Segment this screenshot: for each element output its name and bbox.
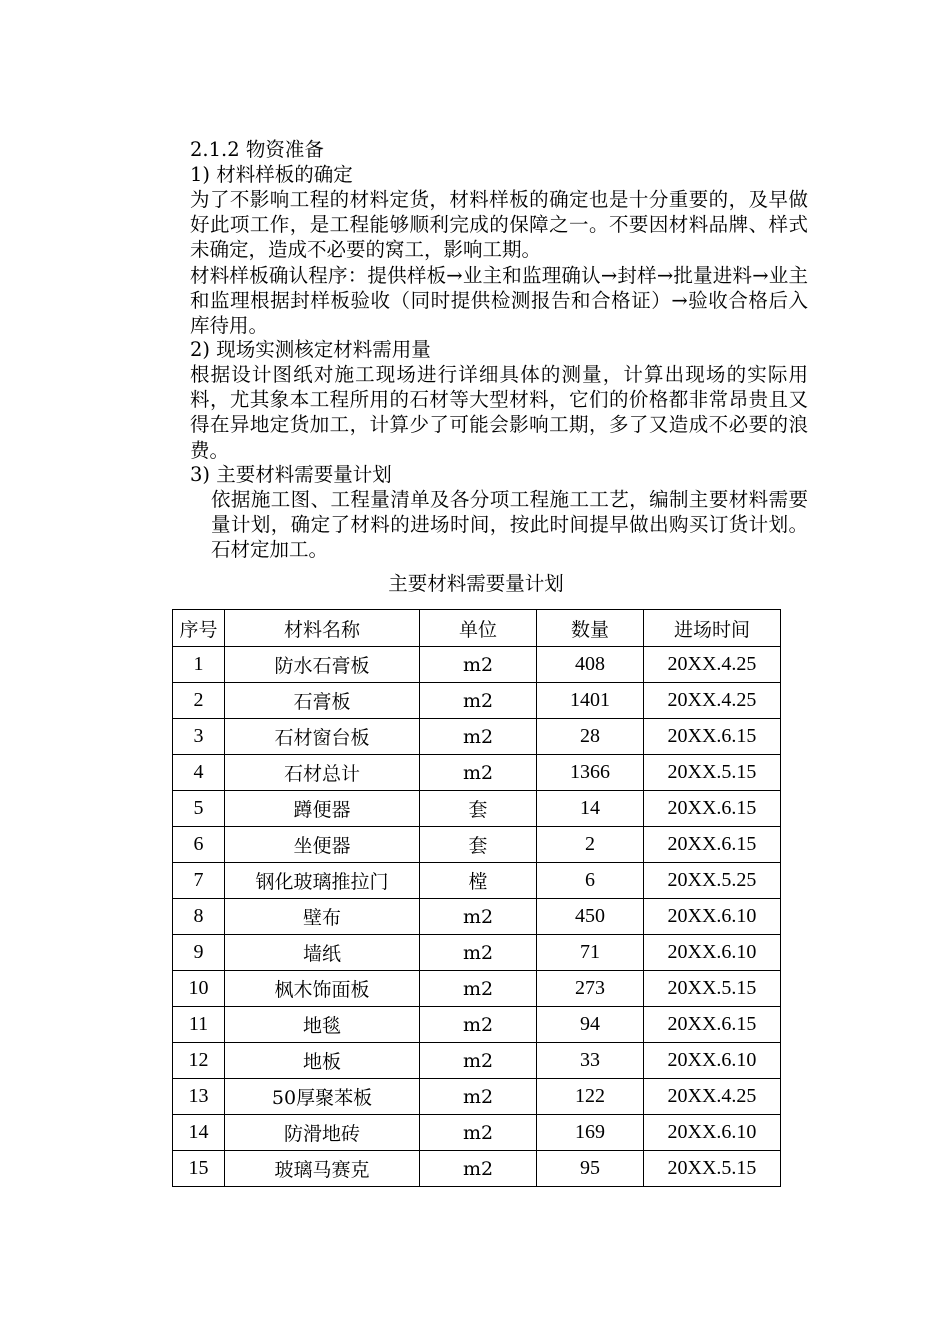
cell-arrival-date: 20XX.6.15 [644, 791, 781, 827]
header-arrival-date: 进场时间 [644, 610, 781, 647]
table-row [173, 647, 781, 683]
cell-material-name: 50厚聚苯板 [225, 1079, 420, 1115]
cell-arrival-date: 20XX.5.15 [644, 1151, 781, 1187]
cell-unit: 套 [420, 791, 537, 827]
cell-material-name: 枫木饰面板 [225, 971, 420, 1007]
header-quantity: 数量 [537, 610, 644, 647]
cell-arrival-date: 20XX.6.10 [644, 935, 781, 971]
table-row [173, 683, 781, 719]
table-row [173, 1007, 781, 1043]
cell-arrival-date: 20XX.4.25 [644, 683, 781, 719]
table-row [173, 1115, 781, 1151]
sub-heading-3: 3) 主要材料需要量计划 [190, 463, 392, 486]
table-row [173, 971, 781, 1007]
cell-quantity: 408 [537, 647, 644, 683]
cell-index: 9 [173, 935, 225, 971]
cell-unit: m2 [420, 1151, 537, 1187]
cell-index: 2 [173, 683, 225, 719]
cell-unit: m2 [420, 1079, 537, 1115]
cell-material-name: 防滑地砖 [225, 1115, 420, 1151]
table-row [173, 1079, 781, 1115]
header-unit: 单位 [420, 610, 537, 647]
cell-material-name: 地板 [225, 1043, 420, 1079]
cell-material-name: 钢化玻璃推拉门 [225, 863, 420, 899]
cell-arrival-date: 20XX.4.25 [644, 1079, 781, 1115]
cell-quantity: 2 [537, 827, 644, 863]
table-header-row [173, 610, 781, 647]
cell-unit: m2 [420, 935, 537, 971]
cell-arrival-date: 20XX.6.10 [644, 1043, 781, 1079]
cell-arrival-date: 20XX.4.25 [644, 647, 781, 683]
cell-arrival-date: 20XX.6.10 [644, 1115, 781, 1151]
cell-index: 1 [173, 647, 225, 683]
table-row [173, 827, 781, 863]
cell-arrival-date: 20XX.5.15 [644, 755, 781, 791]
cell-unit: m2 [420, 719, 537, 755]
cell-index: 13 [173, 1079, 225, 1115]
cell-quantity: 94 [537, 1007, 644, 1043]
table-row [173, 1043, 781, 1079]
sub3-paragraph-1: 依据施工图、工程量清单及各分项工程施工工艺，编制主要材料需要量计划，确定了材料的进场时间，按此时间提早做出购买订货计划。石材定加工。 [211, 488, 808, 562]
cell-index: 10 [173, 971, 225, 1007]
sub1-paragraph-2: 材料样板确认程序：提供样板→业主和监理确认→封样→批量进料→业主和监理根据封样板验收（同时提供检测报告和合格证）→验收合格后入库待用。 [190, 263, 808, 338]
cell-arrival-date: 20XX.6.15 [644, 719, 781, 755]
cell-quantity: 33 [537, 1043, 644, 1079]
table-row [173, 791, 781, 827]
sub-heading-2: 2) 现场实测核定材料需用量 [190, 338, 431, 361]
cell-unit: m2 [420, 1043, 537, 1079]
cell-index: 6 [173, 827, 225, 863]
cell-material-name: 坐便器 [225, 827, 420, 863]
cell-unit: m2 [420, 899, 537, 935]
cell-index: 5 [173, 791, 225, 827]
cell-index: 8 [173, 899, 225, 935]
cell-unit: 樘 [420, 863, 537, 899]
cell-quantity: 95 [537, 1151, 644, 1187]
cell-unit: m2 [420, 1007, 537, 1043]
table-body [173, 647, 781, 1187]
sub-heading-1: 1) 材料样板的确定 [190, 163, 353, 186]
cell-unit: m2 [420, 647, 537, 683]
cell-material-name: 蹲便器 [225, 791, 420, 827]
cell-quantity: 71 [537, 935, 644, 971]
cell-quantity: 273 [537, 971, 644, 1007]
cell-material-name: 石材窗台板 [225, 719, 420, 755]
sub2-body [148, 362, 808, 463]
cell-quantity: 1401 [537, 683, 644, 719]
cell-arrival-date: 20XX.5.15 [644, 971, 781, 1007]
table-row [173, 899, 781, 935]
cell-arrival-date: 20XX.5.25 [644, 863, 781, 899]
cell-material-name: 石膏板 [225, 683, 420, 719]
cell-index: 11 [173, 1007, 225, 1043]
cell-quantity: 450 [537, 899, 644, 935]
cell-material-name: 墙纸 [225, 935, 420, 971]
cell-unit: m2 [420, 971, 537, 1007]
table-row [173, 1151, 781, 1187]
cell-index: 3 [173, 719, 225, 755]
cell-arrival-date: 20XX.6.15 [644, 827, 781, 863]
cell-quantity: 28 [537, 719, 644, 755]
cell-material-name: 壁布 [225, 899, 420, 935]
table-row [173, 863, 781, 899]
sub1-body [148, 187, 808, 338]
cell-material-name: 地毯 [225, 1007, 420, 1043]
table-row [173, 935, 781, 971]
cell-index: 12 [173, 1043, 225, 1079]
cell-material-name: 防水石膏板 [225, 647, 420, 683]
sub2-paragraph-1: 根据设计图纸对施工现场进行详细具体的测量，计算出现场的实际用料，尤其象本工程所用的石材等大型材料，它们的价格都非常昂贵且又得在异地定货加工，计算少了可能会影响工期，多了又造成不必要的浪费。 [190, 363, 808, 462]
cell-unit: m2 [420, 683, 537, 719]
sub3-body [148, 487, 808, 563]
section-heading: 2.1.2 物资准备 [190, 138, 324, 161]
cell-unit: m2 [420, 1115, 537, 1151]
cell-quantity: 122 [537, 1079, 644, 1115]
cell-arrival-date: 20XX.6.10 [644, 899, 781, 935]
cell-quantity: 6 [537, 863, 644, 899]
cell-quantity: 1366 [537, 755, 644, 791]
header-index: 序号 [173, 610, 225, 647]
cell-quantity: 169 [537, 1115, 644, 1151]
cell-quantity: 14 [537, 791, 644, 827]
sub1-paragraph-1: 为了不影响工程的材料定货，材料样板的确定也是十分重要的，及早做好此项工作，是工程能够顺利完成的保障之一。不要因材料品牌、样式未确定，造成不必要的窝工，影响工期。 [190, 188, 808, 262]
cell-index: 15 [173, 1151, 225, 1187]
table-row [173, 719, 781, 755]
cell-index: 4 [173, 755, 225, 791]
cell-unit: m2 [420, 755, 537, 791]
cell-index: 14 [173, 1115, 225, 1151]
cell-arrival-date: 20XX.6.15 [644, 1007, 781, 1043]
cell-index: 7 [173, 863, 225, 899]
materials-table [172, 609, 781, 1187]
header-material-name: 材料名称 [225, 610, 420, 647]
cell-material-name: 玻璃马赛克 [225, 1151, 420, 1187]
cell-unit: 套 [420, 827, 537, 863]
table-row [173, 755, 781, 791]
table-caption: 主要材料需要量计划 [388, 572, 564, 595]
cell-material-name: 石材总计 [225, 755, 420, 791]
